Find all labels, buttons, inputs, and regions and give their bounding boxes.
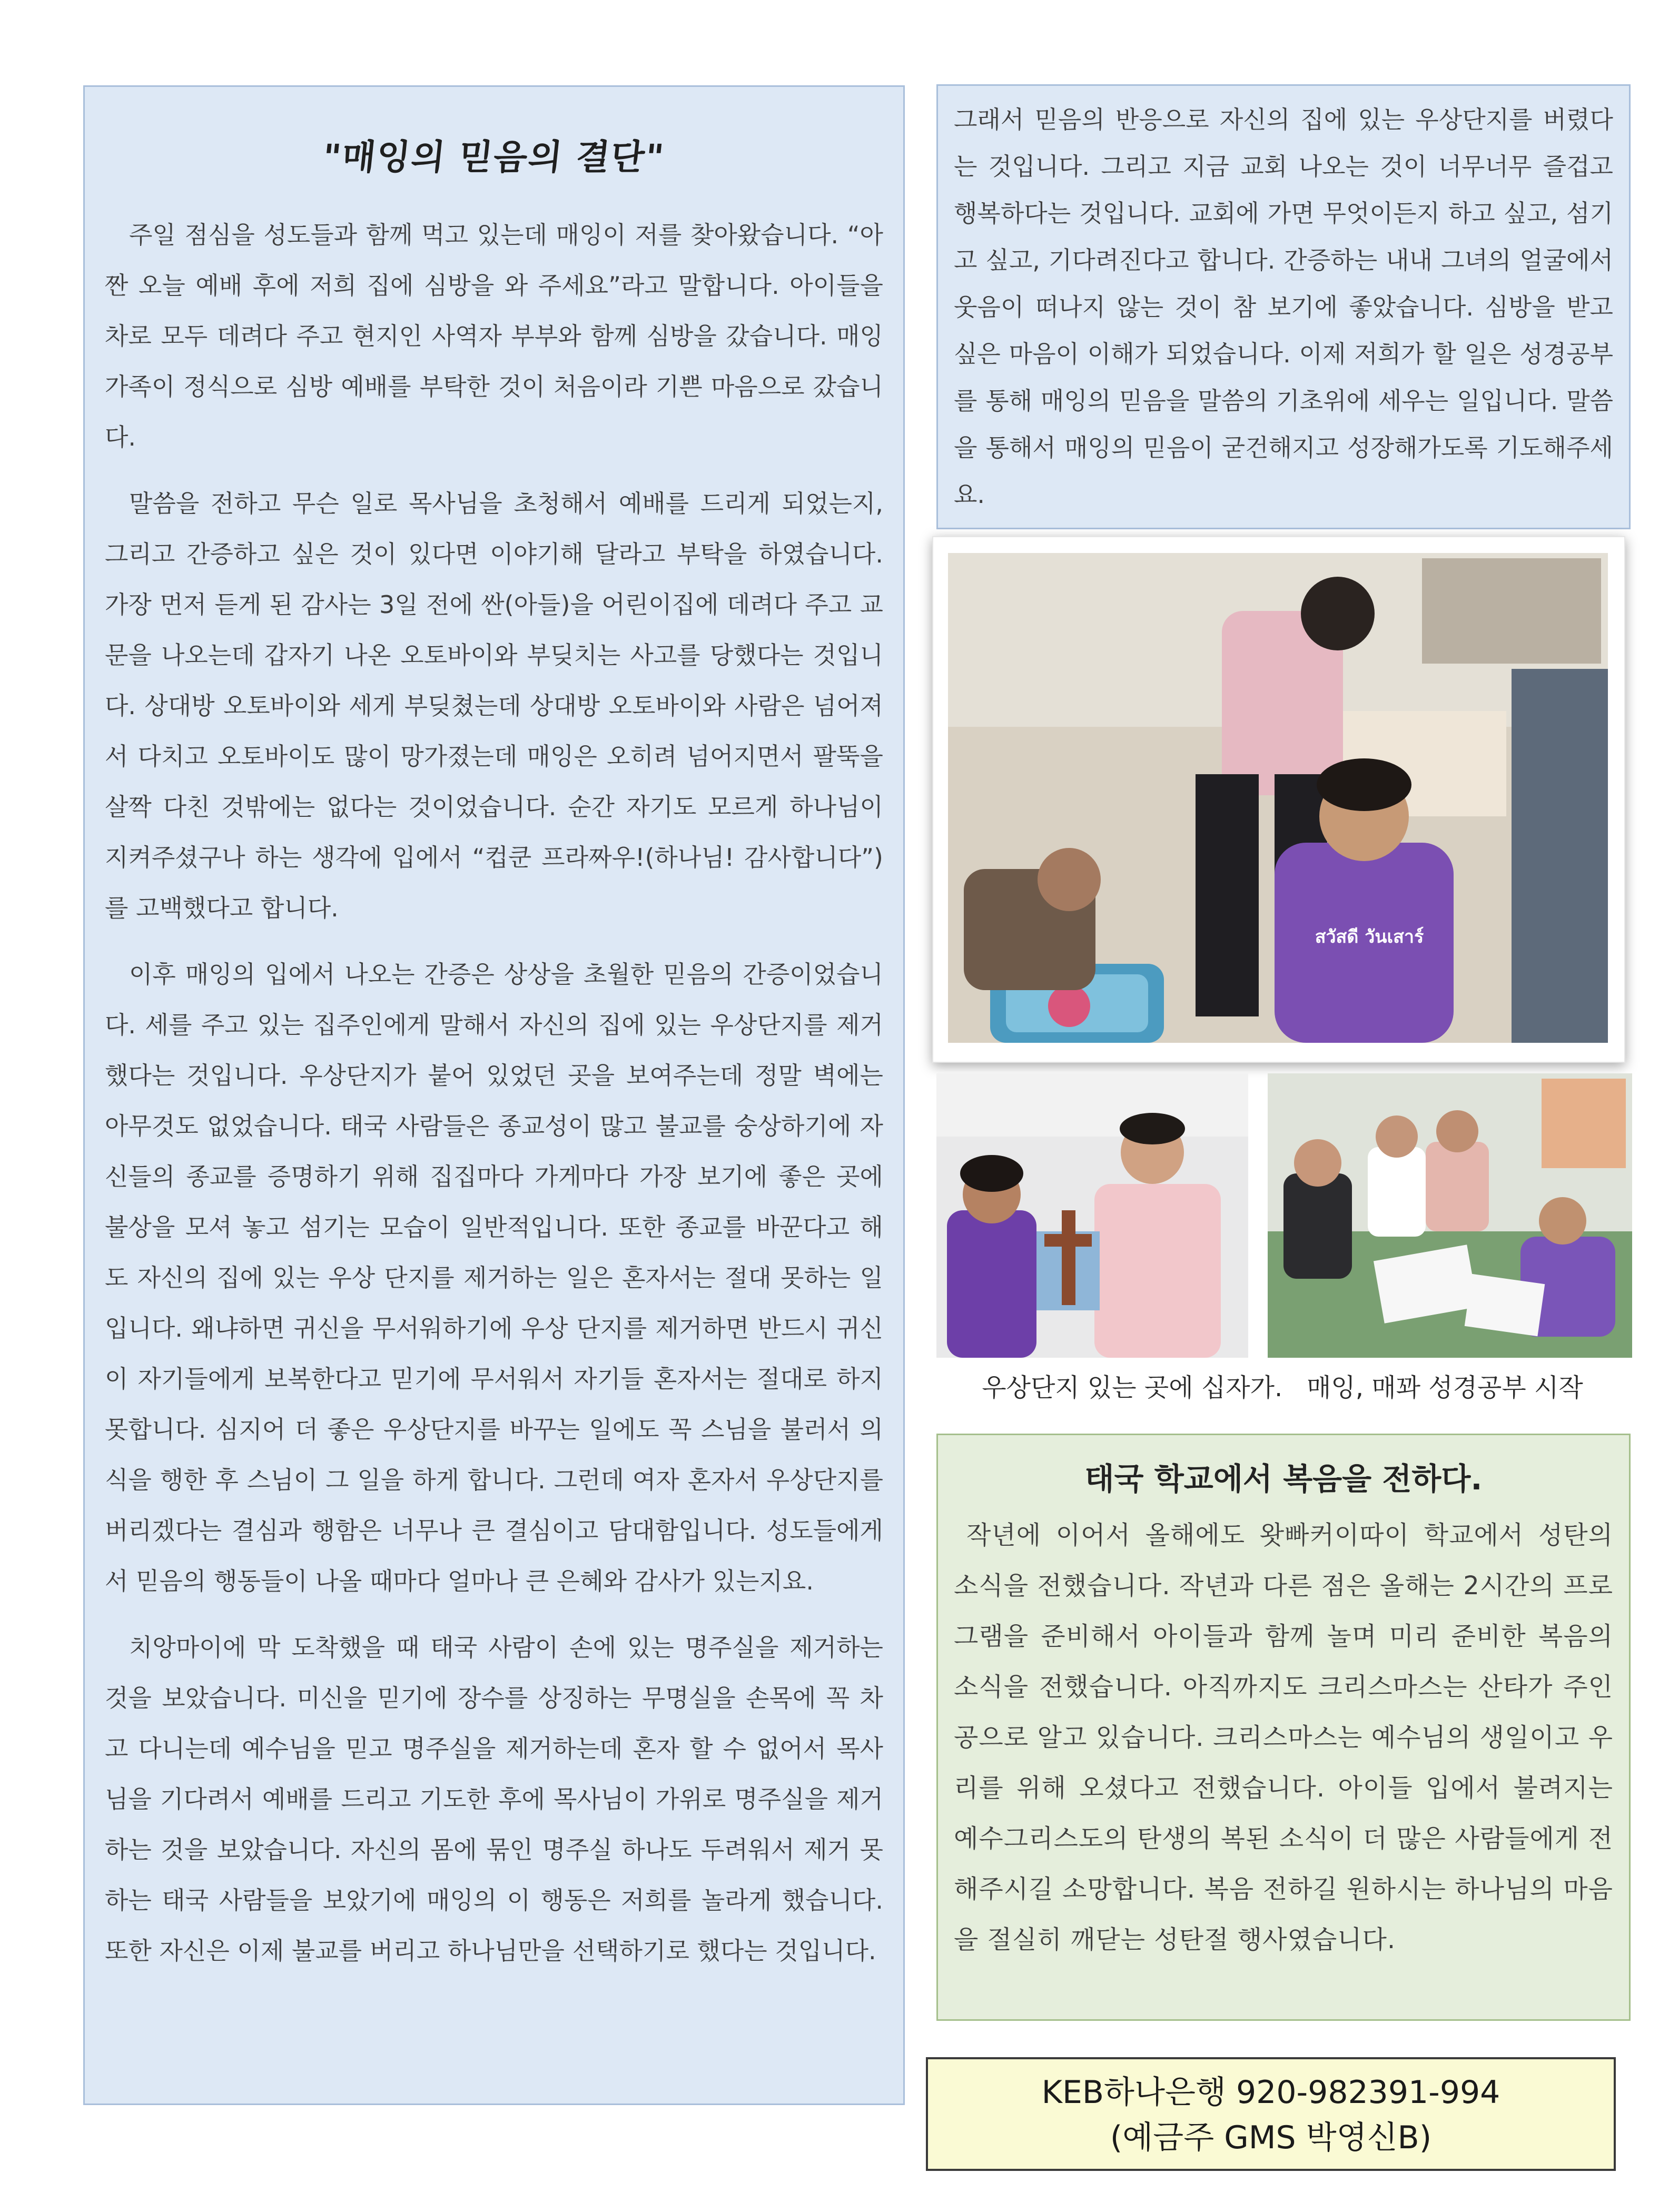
cross-photo (936, 1073, 1248, 1358)
school-gospel-panel (936, 1434, 1631, 2021)
bank-account-holder: (예금주 GMS 박영신B) (1110, 2119, 1432, 2156)
bank-account-number: KEB하나은행 920-982391-994 (1041, 2074, 1500, 2111)
right-continuation-panel (936, 84, 1631, 529)
prayer-photo (948, 553, 1608, 1043)
school-gospel-title: 태국 학교에서 복음을 전하다. (1084, 1461, 1483, 1497)
article-paragraph-1: 주일 점심을 성도들과 함께 먹고 있는데 매잉이 저를 찾아왔습니다. “아짠 오늘 예배 후에 저희 집에 심방을 와 주세요”라고 말합니다. 아이들을 차로 모두 데려다 주고 현지인 사역자 부부와 함께 심방을 갔습니다. 매잉 가족이 정식으로 심방 예배를 부탁한 것이 처음이라 기쁜 마음으로 갔습니다. (105, 221, 883, 451)
photo-caption: 우상단지 있는 곳에 십자가. 매잉, 매꽈 성경공부 시작 (982, 1373, 1583, 1403)
continuation-paragraph: 그래서 믿음의 반응으로 자신의 집에 있는 우상단지를 버렸다는 것입니다. 그리고 지금 교회 나오는 것이 너무너무 즐겁고 행복하다는 것입니다. 교회에 가면 무엇이든지 하고 싶고, 섬기고 싶고, 기다려진다고 합니다. 간증하는 내내 그녀의 얼굴에서 웃음이 떠나지 않는 것이 참 보기에 좋았습니다. 심방을 받고 싶은 마음이 이해가 되었습니다. 이제 저희가 할 일은 성경공부를 통해 매잉의 믿음을 말씀의 기초위에 세우는 일입니다. 말씀을 통해서 매잉의 믿음이 굳건해지고 성장해가도록 기도해주세요. (954, 105, 1613, 509)
article-paragraph-2: 말씀을 전하고 무슨 일로 목사님을 초청해서 예배를 드리게 되었는지, 그리고 간증하고 싶은 것이 있다면 이야기해 달라고 부탁을 하였습니다. 가장 먼저 듣게 된 감사는 3일 전에 싼(아들)을 어린이집에 데려다 주고 교문을 나오는데 갑자기 나온 오토바이와 부딪치는 사고를 당했다는 것입니다. 상대방 오토바이와 세게 부딪쳤는데 상대방 오토바이와 사람은 넘어져서 다치고 오토바이도 많이 망가졌는데 매잉은 오히려 넘어지면서 팔뚝을 살짝 다친 것밖에는 없다는 것이었습니다. 순간 자기도 모르게 하나님이 지켜주셨구나 하는 생각에 입에서 “컵쿤 프라짜우!(하나님! 감사합니다”)를 고백했다고 합니다. (105, 489, 883, 922)
shirt-text-label: สวัสดี วันเสาร์ (1315, 926, 1424, 947)
school-gospel-paragraph: 작년에 이어서 올해에도 왓빠커이따이 학교에서 성탄의 소식을 전했습니다. 작년과 다른 점은 올해는 2시간의 프로그램을 준비해서 아이들과 함께 놀며 미리 준비한 복음의 소식을 전했습니다. 아직까지도 크리스마스는 산타가 주인공으로 알고 있습니다. 크리스마스는 예수님의 생일이고 우리를 위해 오셨다고 전했습니다. 아이들 입에서 불려지는 예수그리스도의 탄생의 복된 소식이 더 많은 사람들에게 전해주시길 소망합니다. 복음 전하길 원하시는 하나님의 마음을 절실히 깨닫는 성탄절 행사였습니다. (954, 1520, 1613, 1954)
bible-study-photo (1268, 1073, 1632, 1358)
article-title: "매잉의 믿음의 결단" (320, 136, 667, 177)
left-article-panel (83, 85, 905, 2105)
article-paragraph-3: 이후 매잉의 입에서 나오는 간증은 상상을 초월한 믿음의 간증이었습니다. 세를 주고 있는 집주인에게 말해서 자신의 집에 있는 우상단지를 제거했다는 것입니다. 우상단지가 붙어 있었던 곳을 보여주는데 정말 벽에는 아무것도 없었습니다. 태국 사람들은 종교성이 많고 불교를 숭상하기에 자신들의 종교를 증명하기 위해 집집마다 가게마다 가장 보기에 좋은 곳에 불상을 모셔 놓고 섬기는 모습이 일반적입니다. 또한 종교를 바꾼다고 해도 자신의 집에 있는 우상 단지를 제거하는 일은 혼자서는 절대 못하는 일입니다. 왜냐하면 귀신을 무서워하기에 우상 단지를 제거하면 반드시 귀신이 자기들에게 보복한다고 믿기에 무서워서 자기들 혼자서는 절대로 하지 못합니다. 심지어 더 좋은 우상단지를 바꾸는 일에도 꼭 스님을 불러서 의식을 행한 후 스님이 그 일을 하게 합니다. 그런데 여자 혼자서 우상단지를 버리겠다는 결심과 행함은 너무나 큰 결심이고 담대함입니다. 성도들에게서 믿음의 행동들이 나올 때마다 얼마나 큰 은혜와 감사가 있는지요. (105, 960, 883, 1595)
article-paragraph-4: 치앙마이에 막 도착했을 때 태국 사람이 손에 있는 명주실을 제거하는 것을 보았습니다. 미신을 믿기에 장수를 상징하는 무명실을 손목에 꼭 차고 다니는데 예수님을 믿고 명주실을 제거하는데 혼자 할 수 없어서 목사님을 기다려서 예배를 드리고 기도한 후에 목사님이 가위로 명주실을 제거하는 것을 보았습니다. 자신의 몸에 묶인 명주실 하나도 두려워서 제거 못하는 태국 사람들을 보았기에 매잉의 이 행동은 저희를 놀라게 했습니다. 또한 자신은 이제 불교를 버리고 하나님만을 선택하기로 했다는 것입니다. (105, 1633, 883, 1965)
bank-account-box (926, 2057, 1616, 2171)
